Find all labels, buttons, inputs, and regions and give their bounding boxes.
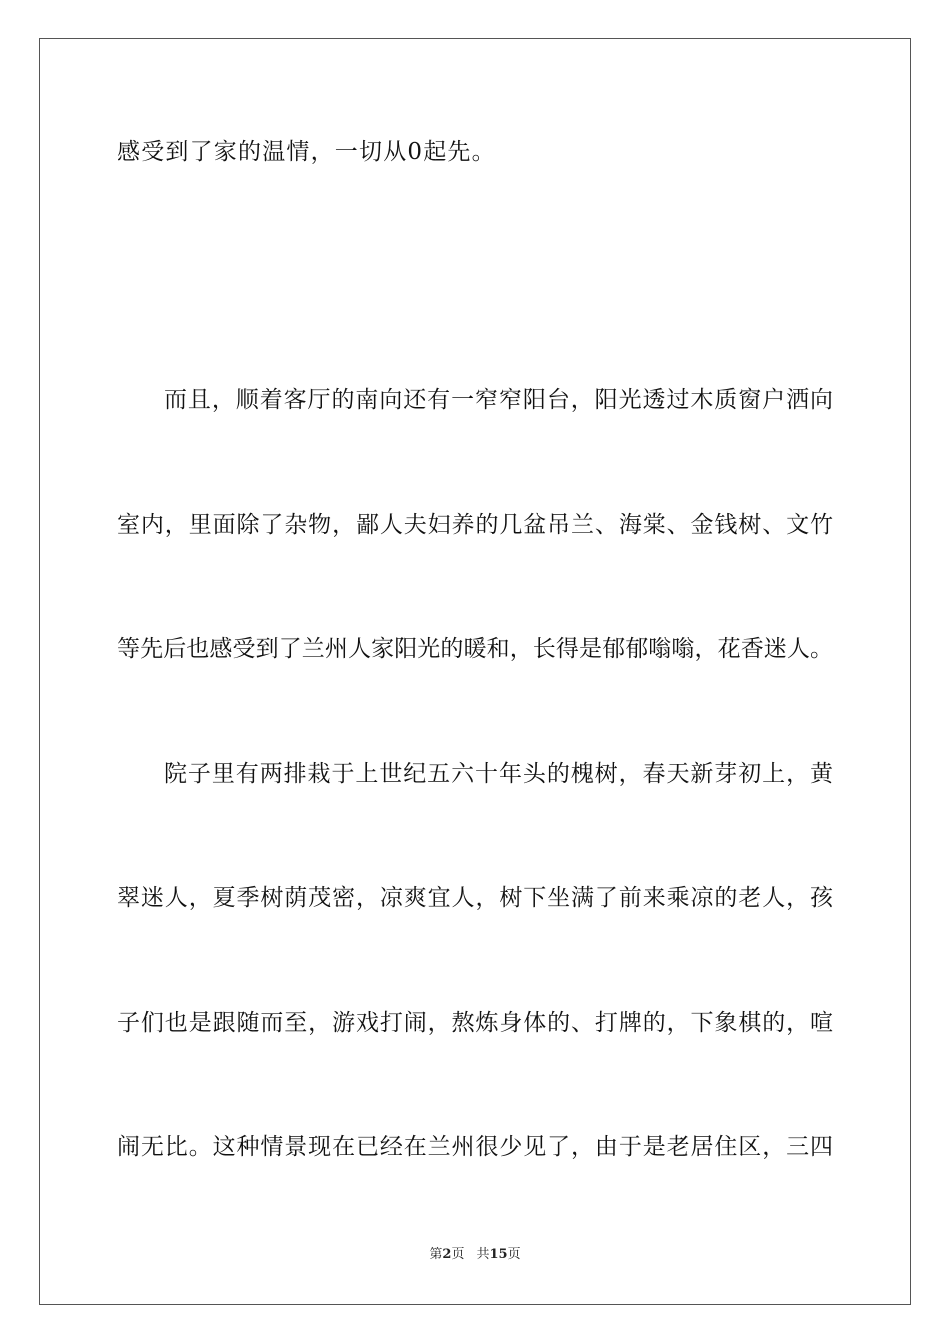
text-line-7: 子们也是跟随而至，游戏打闹，熬炼身体的、打牌的，下象棋的，喧: [117, 1010, 833, 1036]
total-pages: 15: [489, 1247, 508, 1262]
text-line-6: 翠迷人，夏季树荫茂密，凉爽宜人，树下坐满了前来乘凉的老人，孩: [117, 885, 833, 911]
page-number: 2: [442, 1247, 452, 1262]
text-line-3: 室内，里面除了杂物，鄙人夫妇养的几盆吊兰、海棠、金钱树、文竹: [117, 512, 833, 538]
text-line-2: 而且，顺着客厅的南向还有一窄窄阳台，阳光透过木质窗户洒向: [164, 387, 833, 413]
text-line-4: 等先后也感受到了兰州人家阳光的暖和，长得是郁郁嗡嗡，花香迷人。: [117, 636, 833, 662]
page-border: [39, 38, 911, 1305]
total-prefix: 共: [476, 1247, 490, 1262]
text-line-1: 感受到了家的温情，一切从0起先。: [117, 139, 496, 165]
page-footer: [0, 1246, 950, 1264]
text-line-5: 院子里有两排栽于上世纪五六十年头的槐树，春天新芽初上，黄: [164, 761, 833, 787]
text-line-8: 闹无比。这种情景现在已经在兰州很少见了，由于是老居住区，三四: [117, 1134, 833, 1160]
page-suffix: 页: [451, 1247, 465, 1262]
total-suffix: 页: [507, 1247, 521, 1262]
page-prefix: 第: [429, 1247, 443, 1262]
